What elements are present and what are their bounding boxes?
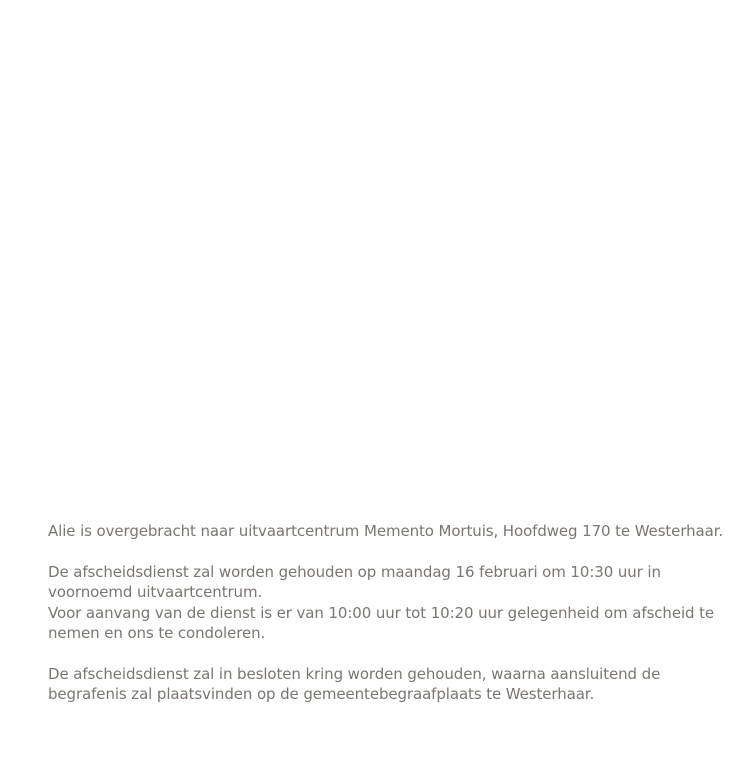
text-line: De afscheidsdienst zal worden gehouden op maandag 16 februari om 10:30 uur in [48, 562, 661, 581]
text-line: nemen en ons te condoleren. [48, 624, 266, 643]
text-line: De afscheidsdienst zal in besloten kring worden gehouden, waarna aansluitend de [48, 664, 661, 683]
text-line: voornoemd uitvaartcentrum. [48, 583, 263, 602]
text-line: Voor aanvang van de dienst is er van 10:00 uur tot 10:20 uur gelegenheid om afscheid te [48, 603, 715, 622]
paragraph-transfer [48, 521, 738, 541]
text-line: begrafenis zal plaatsvinden op de gemeentebegraafplaats te Westerhaar. [48, 685, 595, 704]
paragraph-service [48, 562, 738, 644]
announcement-text [48, 521, 738, 705]
paragraph-burial [48, 664, 738, 705]
text-line: Alie is overgebracht naar uitvaartcentrum Memento Mortuis, Hoofdweg 170 te Westerhaar. [48, 522, 724, 540]
